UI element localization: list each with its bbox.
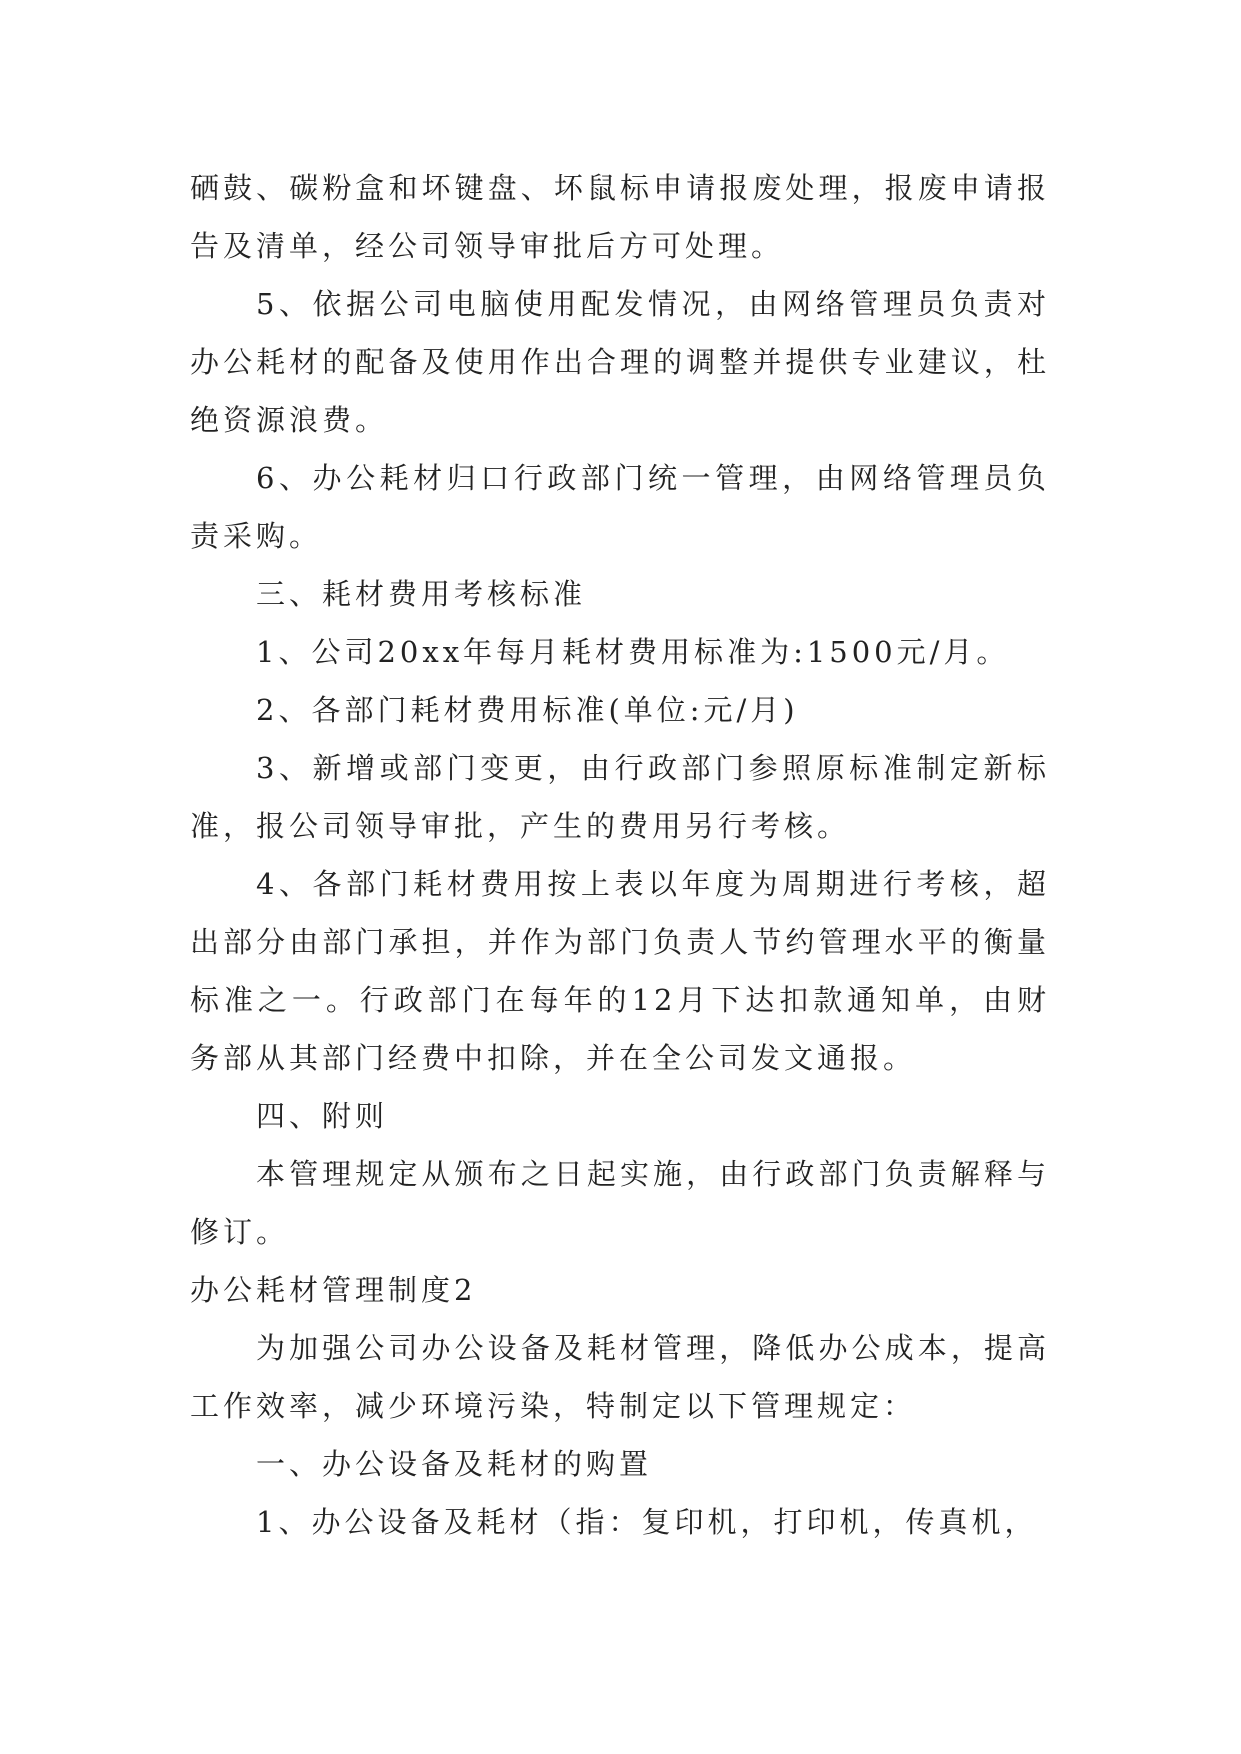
paragraph-standard-1: 1、公司20xx年每月耗材费用标准为:1500元/月。 — [256, 635, 1010, 669]
paragraph-standard-2: 2、各部门耗材费用标准(单位:元/月) — [256, 693, 799, 727]
document-body — [190, 159, 1050, 1551]
paragraph-item-6: 6、办公耗材归口行政部门统一管理，由网络管理员负责采购。 — [190, 461, 1050, 553]
paragraph-scrap-report: 硒鼓、碳粉盒和坏键盘、坏鼠标申请报废处理，报废申请报告及清单，经公司领导审批后方可处理。 — [190, 171, 1050, 263]
section-title: 办公耗材管理制度2 — [190, 1273, 477, 1307]
heading-section-4: 四、附则 — [256, 1099, 389, 1133]
heading-section-3: 三、耗材费用考核标准 — [256, 577, 587, 611]
paragraph-standard-4: 4、各部门耗材费用按上表以年度为周期进行考核，超出部分由部门承担，并作为部门负责人节约管理水平的衡量标准之一。行政部门在每年的12月下达扣款通知单，由财务部从其部门经费中扣除，并在全公司发文通报。 — [190, 867, 1050, 1075]
paragraph-appendix: 本管理规定从颁布之日起实施，由行政部门负责解释与修订。 — [190, 1157, 1050, 1249]
paragraph-equipment-1: 1、办公设备及耗材（指：复印机，打印机，传真机， — [256, 1505, 1038, 1539]
paragraph-intro: 为加强公司办公设备及耗材管理，降低办公成本，提高工作效率，减少环境污染，特制定以下管理规定： — [190, 1331, 1050, 1423]
heading-section-1: 一、办公设备及耗材的购置 — [256, 1447, 653, 1481]
paragraph-standard-3: 3、新增或部门变更，由行政部门参照原标准制定新标准，报公司领导审批，产生的费用另行考核。 — [190, 751, 1050, 843]
paragraph-item-5: 5、依据公司电脑使用配发情况，由网络管理员负责对办公耗材的配备及使用作出合理的调整并提供专业建议，杜绝资源浪费。 — [190, 287, 1050, 437]
